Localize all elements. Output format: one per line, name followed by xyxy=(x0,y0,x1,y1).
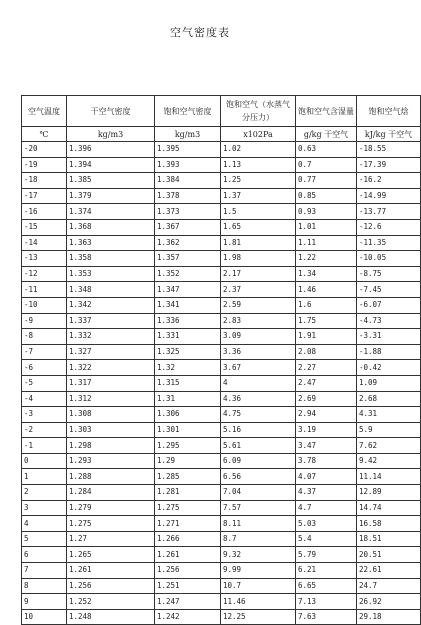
table-cell: 7.63 xyxy=(296,609,357,625)
table-cell: 1.256 xyxy=(67,578,155,594)
table-cell: 6.09 xyxy=(221,453,296,469)
table-cell: -2 xyxy=(22,422,67,438)
table-cell: 1.271 xyxy=(155,516,221,532)
table-cell: -11 xyxy=(22,282,67,298)
table-cell: 1.293 xyxy=(67,453,155,469)
table-cell: 10.7 xyxy=(221,578,296,594)
table-cell: 1.303 xyxy=(67,422,155,438)
table-cell: 24.7 xyxy=(357,578,421,594)
table-cell: 1.373 xyxy=(155,204,221,220)
table-row xyxy=(22,375,421,391)
table-row xyxy=(22,344,421,360)
table-cell: 1.37 xyxy=(221,188,296,204)
table-cell: 0.7 xyxy=(296,157,357,173)
table-cell: 4.37 xyxy=(296,485,357,501)
table-cell: 8.7 xyxy=(221,531,296,547)
header-enthalpy: 饱和空气焓 xyxy=(357,96,421,127)
table-cell: 1.384 xyxy=(155,173,221,189)
table-cell: 1.98 xyxy=(221,251,296,267)
table-cell: -4.73 xyxy=(357,313,421,329)
table-cell: -3.31 xyxy=(357,329,421,345)
table-cell: 1.265 xyxy=(67,547,155,563)
table-cell: 2.83 xyxy=(221,313,296,329)
table-row xyxy=(22,453,421,469)
table-cell: 2.17 xyxy=(221,266,296,282)
table-cell: 1.368 xyxy=(67,219,155,235)
table-cell: 0 xyxy=(22,453,67,469)
table-cell: 8.11 xyxy=(221,516,296,532)
unit-moisture-content: g/kg 干空气 xyxy=(296,127,357,142)
table-cell: -1 xyxy=(22,438,67,454)
table-cell: 1.27 xyxy=(67,531,155,547)
table-cell: 2 xyxy=(22,485,67,501)
table-cell: 4.36 xyxy=(221,391,296,407)
table-row xyxy=(22,360,421,376)
header-dry-air-density: 干空气密度 xyxy=(67,96,155,127)
air-density-table xyxy=(21,95,421,625)
table-cell: 5.9 xyxy=(357,422,421,438)
header-saturated-air-density: 饱和空气密度 xyxy=(155,96,221,127)
table-cell: -10 xyxy=(22,297,67,313)
table-row xyxy=(22,329,421,345)
table-row xyxy=(22,469,421,485)
table-cell: 2.27 xyxy=(296,360,357,376)
table-cell: 1.01 xyxy=(296,219,357,235)
table-cell: 1.352 xyxy=(155,266,221,282)
table-cell: 1.256 xyxy=(155,563,221,579)
table-cell: 1.5 xyxy=(221,204,296,220)
table-cell: 1.252 xyxy=(67,594,155,610)
table-cell: 3 xyxy=(22,500,67,516)
table-cell: -7.45 xyxy=(357,282,421,298)
unit-dry-air-density: kg/m3 xyxy=(67,127,155,142)
table-cell: 7.62 xyxy=(357,438,421,454)
table-cell: 2.94 xyxy=(296,407,357,423)
header-moisture-content: 饱和空气含湿量 xyxy=(296,96,357,127)
table-cell: 4.7 xyxy=(296,500,357,516)
table-body xyxy=(22,142,421,625)
table-cell: 7.13 xyxy=(296,594,357,610)
table-cell: 1.331 xyxy=(155,329,221,345)
table-cell: -4 xyxy=(22,391,67,407)
table-cell: 2.68 xyxy=(357,391,421,407)
table-row xyxy=(22,438,421,454)
table-cell: 3.09 xyxy=(221,329,296,345)
table-cell: 1.65 xyxy=(221,219,296,235)
table-cell: 9.99 xyxy=(221,563,296,579)
table-row xyxy=(22,422,421,438)
table-cell: 9.42 xyxy=(357,453,421,469)
table-cell: 10 xyxy=(22,609,67,625)
units-row xyxy=(22,127,421,142)
table-cell: 1.288 xyxy=(67,469,155,485)
table-row xyxy=(22,594,421,610)
table-row xyxy=(22,142,421,158)
table-row xyxy=(22,547,421,563)
table-cell: 1.379 xyxy=(67,188,155,204)
table-row xyxy=(22,157,421,173)
table-cell: 1.6 xyxy=(296,297,357,313)
table-cell: 1.91 xyxy=(296,329,357,345)
table-cell: 1.308 xyxy=(67,407,155,423)
table-cell: 5.16 xyxy=(221,422,296,438)
table-cell: -6 xyxy=(22,360,67,376)
table-cell: -19 xyxy=(22,157,67,173)
table-row xyxy=(22,235,421,251)
table-cell: 1.396 xyxy=(67,142,155,158)
table-cell: 0.77 xyxy=(296,173,357,189)
table-cell: 1.279 xyxy=(67,500,155,516)
table-cell: 1.315 xyxy=(155,375,221,391)
table-cell: 22.61 xyxy=(357,563,421,579)
table-cell: -7 xyxy=(22,344,67,360)
table-cell: 1.367 xyxy=(155,219,221,235)
table-row xyxy=(22,282,421,298)
table-cell: 9.32 xyxy=(221,547,296,563)
table-cell: 7.04 xyxy=(221,485,296,501)
table-cell: 1.325 xyxy=(155,344,221,360)
table-cell: 1.11 xyxy=(296,235,357,251)
table-cell: 1.75 xyxy=(296,313,357,329)
table-cell: 6.21 xyxy=(296,563,357,579)
table-cell: 2.69 xyxy=(296,391,357,407)
table-cell: 1.02 xyxy=(221,142,296,158)
table-cell: -5 xyxy=(22,375,67,391)
table-row xyxy=(22,531,421,547)
table-cell: 9 xyxy=(22,594,67,610)
table-cell: 1.348 xyxy=(67,282,155,298)
table-cell: 1.22 xyxy=(296,251,357,267)
table-cell: 1.353 xyxy=(67,266,155,282)
table-cell: 1.247 xyxy=(155,594,221,610)
table-row xyxy=(22,563,421,579)
table-cell: 29.18 xyxy=(357,609,421,625)
table-cell: -20 xyxy=(22,142,67,158)
table-row xyxy=(22,313,421,329)
table-cell: 2.37 xyxy=(221,282,296,298)
table-cell: -14 xyxy=(22,235,67,251)
table-cell: 1.393 xyxy=(155,157,221,173)
table-cell: -3 xyxy=(22,407,67,423)
table-cell: 4 xyxy=(22,516,67,532)
table-cell: -13 xyxy=(22,251,67,267)
table-cell: 0.63 xyxy=(296,142,357,158)
table-cell: 1.248 xyxy=(67,609,155,625)
table-row xyxy=(22,297,421,313)
table-cell: 1.362 xyxy=(155,235,221,251)
table-cell: 1.275 xyxy=(155,500,221,516)
table-cell: -17 xyxy=(22,188,67,204)
table-row xyxy=(22,173,421,189)
table-cell: 1.357 xyxy=(155,251,221,267)
table-container xyxy=(21,95,413,622)
unit-saturated-air-density: kg/m3 xyxy=(155,127,221,142)
table-cell: 6.65 xyxy=(296,578,357,594)
table-cell: 4.31 xyxy=(357,407,421,423)
table-row xyxy=(22,500,421,516)
table-cell: 7.57 xyxy=(221,500,296,516)
table-cell: 1.385 xyxy=(67,173,155,189)
table-row xyxy=(22,251,421,267)
table-cell: 3.36 xyxy=(221,344,296,360)
header-temperature: 空气温度 xyxy=(22,96,67,127)
table-cell: 20.51 xyxy=(357,547,421,563)
header-row xyxy=(22,96,421,127)
table-cell: 3.67 xyxy=(221,360,296,376)
table-cell: 1.358 xyxy=(67,251,155,267)
table-cell: 6 xyxy=(22,547,67,563)
table-cell: 1.29 xyxy=(155,453,221,469)
table-cell: 1.13 xyxy=(221,157,296,173)
table-cell: 1.25 xyxy=(221,173,296,189)
table-cell: -10.05 xyxy=(357,251,421,267)
table-cell: -18.55 xyxy=(357,142,421,158)
table-cell: 1.298 xyxy=(67,438,155,454)
table-cell: -16 xyxy=(22,204,67,220)
table-cell: 5 xyxy=(22,531,67,547)
table-cell: -16.2 xyxy=(357,173,421,189)
table-cell: 18.51 xyxy=(357,531,421,547)
table-cell: 1.395 xyxy=(155,142,221,158)
table-cell: 2.59 xyxy=(221,297,296,313)
table-cell: 1.317 xyxy=(67,375,155,391)
table-cell: 1.378 xyxy=(155,188,221,204)
table-cell: 1.09 xyxy=(357,375,421,391)
table-row xyxy=(22,578,421,594)
table-cell: 1.81 xyxy=(221,235,296,251)
table-cell: 1.261 xyxy=(67,563,155,579)
table-cell: 1.284 xyxy=(67,485,155,501)
table-cell: -1.88 xyxy=(357,344,421,360)
table-cell: 1.342 xyxy=(67,297,155,313)
table-cell: 4.75 xyxy=(221,407,296,423)
table-cell: 26.92 xyxy=(357,594,421,610)
table-cell: 11.14 xyxy=(357,469,421,485)
table-row xyxy=(22,204,421,220)
table-cell: 1.46 xyxy=(296,282,357,298)
table-cell: -11.35 xyxy=(357,235,421,251)
table-cell: 1.312 xyxy=(67,391,155,407)
table-cell: 1.32 xyxy=(155,360,221,376)
table-cell: 1 xyxy=(22,469,67,485)
table-cell: 1.306 xyxy=(155,407,221,423)
table-cell: -17.39 xyxy=(357,157,421,173)
table-cell: 1.266 xyxy=(155,531,221,547)
table-cell: 1.31 xyxy=(155,391,221,407)
header-vapor-pressure: 饱和空气（水蒸气分压力） xyxy=(221,96,296,127)
table-cell: 5.4 xyxy=(296,531,357,547)
table-cell: -8.75 xyxy=(357,266,421,282)
table-cell: 3.47 xyxy=(296,438,357,454)
table-cell: 1.332 xyxy=(67,329,155,345)
table-cell: 1.281 xyxy=(155,485,221,501)
table-cell: 1.34 xyxy=(296,266,357,282)
table-cell: 1.336 xyxy=(155,313,221,329)
table-cell: -13.77 xyxy=(357,204,421,220)
table-cell: 3.19 xyxy=(296,422,357,438)
table-row xyxy=(22,219,421,235)
table-cell: 16.58 xyxy=(357,516,421,532)
table-cell: 1.363 xyxy=(67,235,155,251)
table-cell: 12.25 xyxy=(221,609,296,625)
table-cell: 14.74 xyxy=(357,500,421,516)
table-cell: 1.374 xyxy=(67,204,155,220)
document-title: 空气密度表 xyxy=(170,26,230,39)
table-cell: 1.261 xyxy=(155,547,221,563)
table-cell: 6.56 xyxy=(221,469,296,485)
table-row xyxy=(22,407,421,423)
table-cell: -14.99 xyxy=(357,188,421,204)
table-cell: 1.347 xyxy=(155,282,221,298)
table-cell: 2.08 xyxy=(296,344,357,360)
table-cell: 1.322 xyxy=(67,360,155,376)
unit-enthalpy: kJ/kg 干空气 xyxy=(357,127,421,142)
table-cell: -9 xyxy=(22,313,67,329)
table-cell: 5.79 xyxy=(296,547,357,563)
table-cell: 0.93 xyxy=(296,204,357,220)
table-cell: -8 xyxy=(22,329,67,345)
table-row xyxy=(22,391,421,407)
table-cell: -6.07 xyxy=(357,297,421,313)
table-cell: -12.6 xyxy=(357,219,421,235)
table-cell: 1.242 xyxy=(155,609,221,625)
table-cell: 1.301 xyxy=(155,422,221,438)
table-cell: 3.78 xyxy=(296,453,357,469)
table-cell: 1.337 xyxy=(67,313,155,329)
table-cell: 12.89 xyxy=(357,485,421,501)
table-cell: -18 xyxy=(22,173,67,189)
table-cell: -12 xyxy=(22,266,67,282)
table-cell: 1.275 xyxy=(67,516,155,532)
table-cell: 1.341 xyxy=(155,297,221,313)
table-cell: 7 xyxy=(22,563,67,579)
unit-temperature: ℃ xyxy=(22,127,67,142)
table-row xyxy=(22,266,421,282)
table-cell: 4 xyxy=(221,375,296,391)
table-cell: 1.251 xyxy=(155,578,221,594)
unit-vapor-pressure: x102Pa xyxy=(221,127,296,142)
table-row xyxy=(22,485,421,501)
table-row xyxy=(22,609,421,625)
table-cell: 5.03 xyxy=(296,516,357,532)
table-cell: -15 xyxy=(22,219,67,235)
table-cell: 0.85 xyxy=(296,188,357,204)
table-cell: 1.394 xyxy=(67,157,155,173)
table-cell: 4.07 xyxy=(296,469,357,485)
table-cell: 5.61 xyxy=(221,438,296,454)
table-cell: 1.327 xyxy=(67,344,155,360)
table-cell: 1.285 xyxy=(155,469,221,485)
table-cell: 8 xyxy=(22,578,67,594)
table-cell: 11.46 xyxy=(221,594,296,610)
table-cell: 1.295 xyxy=(155,438,221,454)
table-row xyxy=(22,188,421,204)
table-cell: 2.47 xyxy=(296,375,357,391)
table-cell: -0.42 xyxy=(357,360,421,376)
table-row xyxy=(22,516,421,532)
